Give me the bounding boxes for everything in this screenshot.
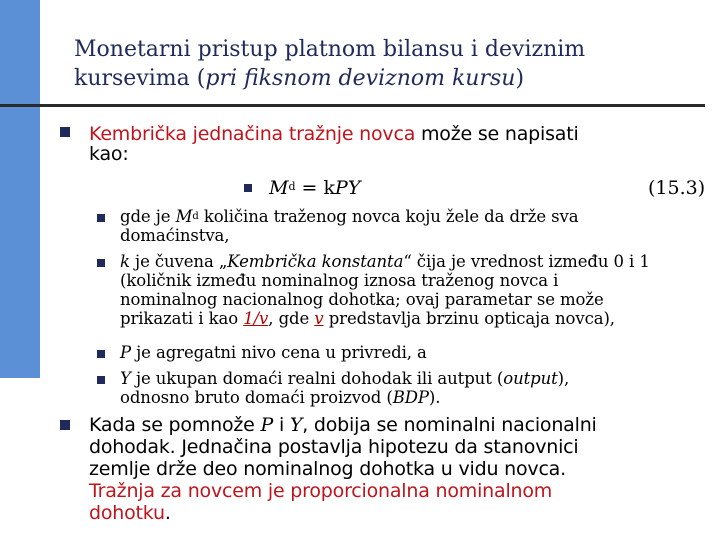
bullet-square-icon [97,214,105,222]
link-v[interactable]: v [314,309,324,328]
sub-item-1: gde je $M^d$ količina traženog novca koju žele da drže sva domaćinstva, [120,207,579,245]
title-line-2: kursevima (pri fiksnom deviznom kursu) [74,66,525,91]
title-line-1: Monetarni pristup platnom bilansu i deviznim [74,37,586,62]
bullet-1-red-text: Kembrička jednačina tražnje novca [89,123,416,145]
decorative-blue-bar [0,0,40,378]
slide-title [74,35,694,93]
link-1-over-v[interactable]: 1/v [243,309,269,328]
bullet-square-icon [60,127,70,137]
sub-item-2: k je čuvena „Kembrička konstanta“ čija je vrednost između 0 i 1 (količnik između nominalnog iznosa traženog novca i nominalnog nacionalnog dohotka; ovaj parametar se može prikazati i kao 1/v, gde v predstavlja brzinu opticaja novca), [120,252,650,328]
title-divider [0,104,705,107]
bullet-2-red-line: Tražnja za novcem je proporcionalna nominalnom [89,480,553,502]
equation: $M^d$ = kPY [269,177,361,199]
bullet-square-icon [244,184,252,192]
bullet-1-text: Kembrička jednačina tražnje novca može se napisati kao: [89,123,579,165]
bullet-square-icon [97,376,105,384]
bullet-2-text: Kada se pomnože P i Y, dobija se nominalni nacionalni dohodak. Jednačina postavlja hipotezu da stanovnici zemlje drže deo nominalnog dohotka u vidu novca. Tražnja za novcem je proporcionalna nominalnom dohotku. [89,414,714,524]
sub-item-4: Y je ukupan domaći realni dohodak ili autput (output), odnosno bruto domaći proizvod (BDP). [120,369,570,407]
bullet-square-icon [60,420,70,430]
bullet-square-icon [97,350,105,358]
equation-number: (15.3) [648,177,706,199]
sub-item-3: P je agregatni nivo cena u privredi, a [120,343,427,362]
bullet-square-icon [97,259,105,267]
